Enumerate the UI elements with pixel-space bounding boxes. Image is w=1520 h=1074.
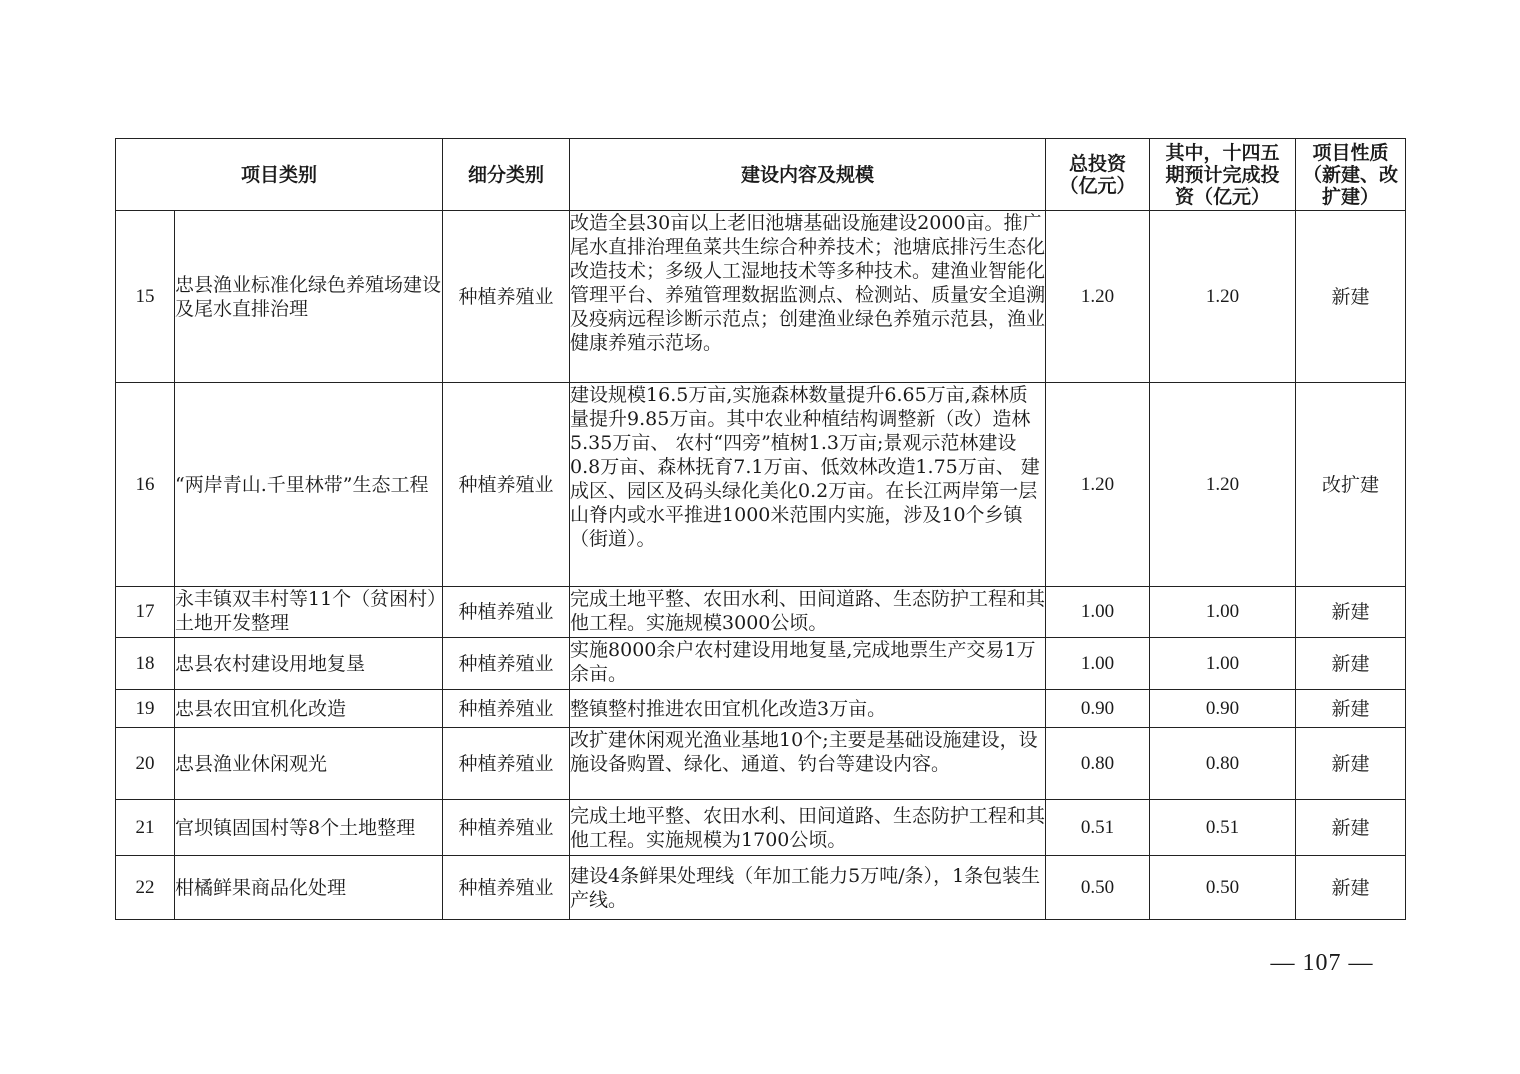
total-investment-cell: 0.50: [1046, 856, 1150, 920]
content-cell: 完成土地平整、农田水利、田间道路、生态防护工程和其他工程。实施规模3000公顷。: [570, 587, 1046, 638]
row-number: 15: [116, 211, 175, 383]
header-nature: 项目性质（新建、改扩建）: [1296, 139, 1406, 211]
row-number: 22: [116, 856, 175, 920]
plan-investment-cell: 1.20: [1150, 383, 1296, 587]
page-number: — 107 —: [1270, 950, 1374, 976]
plan-investment-cell: 1.00: [1150, 638, 1296, 690]
project-name: 官坝镇固国村等8个土地整理: [175, 800, 443, 856]
plan-investment-cell: 1.00: [1150, 587, 1296, 638]
row-number: 21: [116, 800, 175, 856]
total-investment-cell: 1.20: [1046, 383, 1150, 587]
content-cell: 改扩建休闲观光渔业基地10个;主要是基础设施建设，设施设备购置、绿化、通道、钓台等建设内容。: [570, 728, 1046, 800]
row-number: 17: [116, 587, 175, 638]
nature-cell: 新建: [1296, 211, 1406, 383]
subcategory-cell: 种植养殖业: [443, 728, 570, 800]
header-content: 建设内容及规模: [570, 139, 1046, 211]
table-row: [116, 856, 1406, 920]
content-cell: 实施8000余户农村建设用地复垦,完成地票生产交易1万余亩。: [570, 638, 1046, 690]
project-name: 忠县农村建设用地复垦: [175, 638, 443, 690]
nature-cell: 新建: [1296, 638, 1406, 690]
project-name: 永丰镇双丰村等11个（贫困村）土地开发整理: [175, 587, 443, 638]
total-investment-cell: 0.80: [1046, 728, 1150, 800]
nature-cell: 新建: [1296, 587, 1406, 638]
content-cell: 建设规模16.5万亩,实施森林数量提升6.65万亩,森林质量提升9.85万亩。其中农业种植结构调整新（改）造林5.35万亩、 农村“四旁”植树1.3万亩;景观示范林建设0.8万亩、森林抚育7.1万亩、低效林改造1.75万亩、 建成区、园区及码头绿化美化0.2万亩。在长江两岸第一层山脊内或水平推进1000米范围内实施，涉及10个乡镇（街道）。: [570, 383, 1046, 587]
project-name: 忠县渔业标准化绿色养殖场建设及尾水直排治理: [175, 211, 443, 383]
total-investment-cell: 1.00: [1046, 638, 1150, 690]
subcategory-cell: 种植养殖业: [443, 587, 570, 638]
table-row: [116, 800, 1406, 856]
table-row: [116, 690, 1406, 728]
row-number: 18: [116, 638, 175, 690]
nature-cell: 新建: [1296, 690, 1406, 728]
plan-investment-cell: 0.90: [1150, 690, 1296, 728]
header-subcategory: 细分类别: [443, 139, 570, 211]
total-investment-cell: 0.90: [1046, 690, 1150, 728]
subcategory-cell: 种植养殖业: [443, 690, 570, 728]
nature-cell: 新建: [1296, 856, 1406, 920]
row-number: 19: [116, 690, 175, 728]
nature-cell: 新建: [1296, 800, 1406, 856]
project-name: 忠县渔业休闲观光: [175, 728, 443, 800]
content-cell: 整镇整村推进农田宜机化改造3万亩。: [570, 690, 1046, 728]
subcategory-cell: 种植养殖业: [443, 211, 570, 383]
total-investment-cell: 0.51: [1046, 800, 1150, 856]
nature-cell: 改扩建: [1296, 383, 1406, 587]
content-cell: 完成土地平整、农田水利、田间道路、生态防护工程和其他工程。实施规模为1700公顷。: [570, 800, 1046, 856]
table-row: [116, 383, 1406, 587]
subcategory-cell: 种植养殖业: [443, 800, 570, 856]
subcategory-cell: 种植养殖业: [443, 856, 570, 920]
subcategory-cell: 种植养殖业: [443, 638, 570, 690]
header-plan-investment: 其中，十四五期预计完成投资（亿元）: [1150, 139, 1296, 211]
header-category: 项目类别: [116, 139, 443, 211]
plan-investment-cell: 0.51: [1150, 800, 1296, 856]
plan-investment-cell: 1.20: [1150, 211, 1296, 383]
plan-investment-cell: 0.80: [1150, 728, 1296, 800]
row-number: 20: [116, 728, 175, 800]
project-table: [115, 138, 1406, 920]
content-cell: 改造全县30亩以上老旧池塘基础设施建设2000亩。推广尾水直排治理鱼菜共生综合种养技术；池塘底排污生态化改造技术；多级人工湿地技术等多种技术。建渔业智能化管理平台、养殖管理数据监测点、检测站、质量安全追溯及疫病远程诊断示范点；创建渔业绿色养殖示范县，渔业健康养殖示范场。: [570, 211, 1046, 383]
header-row: [116, 139, 1406, 211]
plan-investment-cell: 0.50: [1150, 856, 1296, 920]
table-row: [116, 211, 1406, 383]
header-total-investment: 总投资（亿元）: [1046, 139, 1150, 211]
table-row: [116, 587, 1406, 638]
table-row: [116, 638, 1406, 690]
project-name: 忠县农田宜机化改造: [175, 690, 443, 728]
project-name: “两岸青山.千里林带”生态工程: [175, 383, 443, 587]
total-investment-cell: 1.20: [1046, 211, 1150, 383]
subcategory-cell: 种植养殖业: [443, 383, 570, 587]
row-number: 16: [116, 383, 175, 587]
table-row: [116, 728, 1406, 800]
project-name: 柑橘鲜果商品化处理: [175, 856, 443, 920]
nature-cell: 新建: [1296, 728, 1406, 800]
total-investment-cell: 1.00: [1046, 587, 1150, 638]
content-cell: 建设4条鲜果处理线（年加工能力5万吨/条），1条包装生产线。: [570, 856, 1046, 920]
